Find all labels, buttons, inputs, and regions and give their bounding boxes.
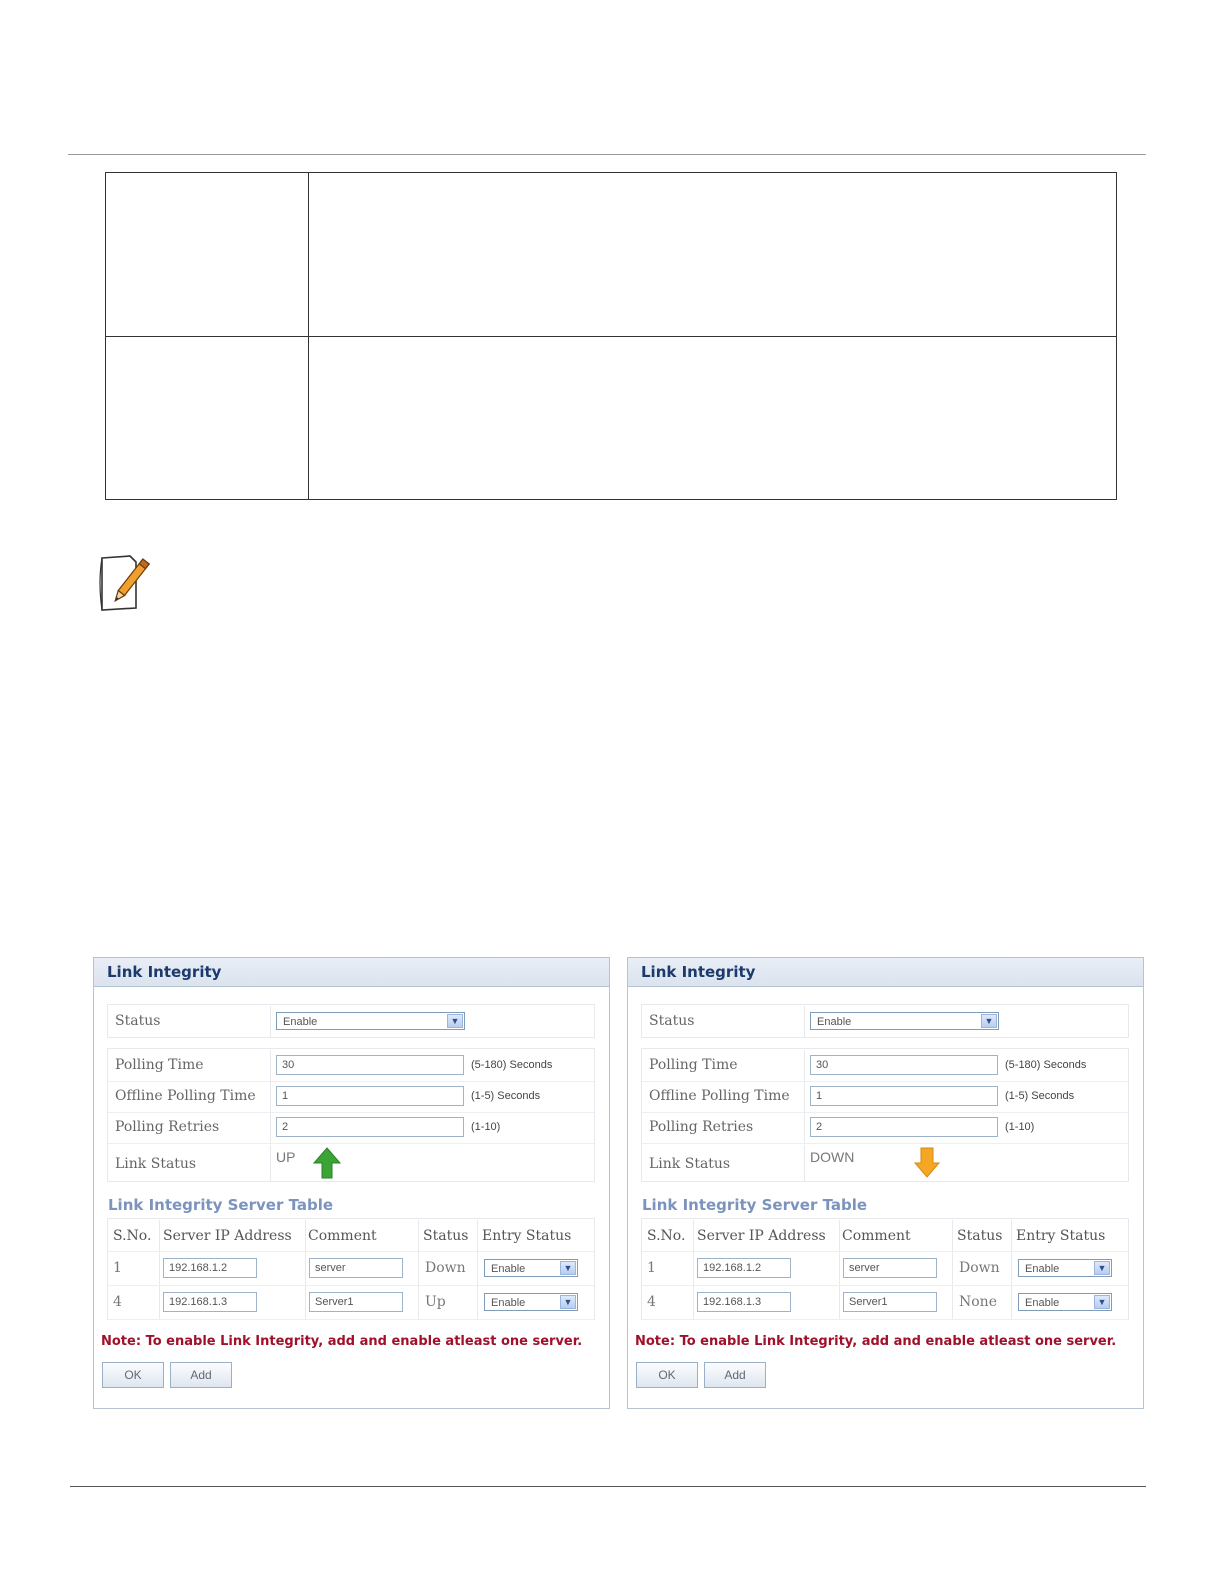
server-ip-input[interactable]: 192.168.1.2 bbox=[163, 1258, 257, 1278]
column-separator bbox=[305, 1220, 306, 1251]
polling-time-row bbox=[642, 1050, 1128, 1082]
table-row bbox=[108, 1252, 594, 1286]
column-header: Status bbox=[957, 1228, 1003, 1244]
column-separator bbox=[839, 1252, 840, 1285]
comment-input[interactable]: server bbox=[843, 1258, 937, 1278]
entry-status-select[interactable] bbox=[484, 1293, 578, 1311]
link-status-value: DOWN bbox=[810, 1149, 855, 1165]
column-separator bbox=[1011, 1252, 1012, 1285]
chevron-down-icon[interactable]: ▼ bbox=[447, 1014, 463, 1028]
column-separator bbox=[159, 1220, 160, 1251]
entry-status-value: Enable bbox=[491, 1297, 526, 1309]
table-row bbox=[108, 1286, 594, 1320]
offline-polling-input[interactable]: 1 bbox=[276, 1086, 464, 1106]
offline-polling-label: Offline Polling Time bbox=[115, 1088, 256, 1104]
polling-retries-row bbox=[642, 1112, 1128, 1144]
row-separator bbox=[804, 1112, 805, 1143]
status-row bbox=[642, 1006, 1128, 1037]
status-group bbox=[641, 1004, 1129, 1038]
column-separator bbox=[952, 1286, 953, 1319]
polling-time-range: (5-180) Seconds bbox=[471, 1059, 553, 1071]
column-header: Comment bbox=[842, 1228, 911, 1244]
status-row bbox=[108, 1006, 594, 1037]
status-select[interactable] bbox=[276, 1012, 465, 1030]
polling-retries-range: (1-10) bbox=[471, 1121, 501, 1133]
column-separator bbox=[477, 1252, 478, 1285]
server-status: None bbox=[959, 1294, 997, 1310]
polling-retries-range: (1-10) bbox=[1005, 1121, 1035, 1133]
server-status: Down bbox=[959, 1260, 1000, 1276]
add-button[interactable]: Add bbox=[170, 1362, 232, 1388]
column-separator bbox=[693, 1252, 694, 1285]
ok-button[interactable]: OK bbox=[636, 1362, 698, 1388]
server-ip-input[interactable]: 192.168.1.3 bbox=[163, 1292, 257, 1312]
entry-status-select[interactable] bbox=[1018, 1259, 1112, 1277]
note-text: Note: To enable Link Integrity, add and enable atleast one server. bbox=[101, 1334, 583, 1349]
offline-polling-input[interactable]: 1 bbox=[810, 1086, 998, 1106]
column-separator bbox=[418, 1252, 419, 1285]
polling-time-row bbox=[108, 1050, 594, 1082]
server-table-title: Link Integrity Server Table bbox=[108, 1196, 334, 1214]
row-separator bbox=[270, 1145, 271, 1181]
column-separator bbox=[839, 1220, 840, 1251]
column-separator bbox=[159, 1286, 160, 1319]
server-table bbox=[641, 1218, 1129, 1320]
column-separator bbox=[1011, 1220, 1012, 1251]
column-separator bbox=[477, 1220, 478, 1251]
column-separator bbox=[952, 1252, 953, 1285]
link-status-row bbox=[642, 1145, 1128, 1181]
column-header: Entry Status bbox=[482, 1228, 572, 1244]
link-status-value: UP bbox=[276, 1149, 296, 1165]
parameter-table bbox=[105, 172, 1117, 500]
chevron-down-icon[interactable]: ▼ bbox=[981, 1014, 997, 1028]
offline-polling-row bbox=[642, 1081, 1128, 1113]
row-sno: 1 bbox=[647, 1260, 656, 1276]
column-separator bbox=[952, 1220, 953, 1251]
row-separator bbox=[270, 1050, 271, 1081]
server-ip-input[interactable]: 192.168.1.2 bbox=[697, 1258, 791, 1278]
note-text: Note: To enable Link Integrity, add and enable atleast one server. bbox=[635, 1334, 1117, 1349]
row-separator bbox=[804, 1006, 805, 1037]
server-table-header bbox=[108, 1220, 594, 1252]
polling-time-label: Polling Time bbox=[115, 1057, 204, 1073]
footer-rule bbox=[70, 1486, 1146, 1487]
chevron-down-icon[interactable]: ▼ bbox=[1094, 1295, 1110, 1309]
column-header: Entry Status bbox=[1016, 1228, 1106, 1244]
table-row bbox=[642, 1252, 1128, 1286]
row-separator bbox=[270, 1006, 271, 1037]
header-rule bbox=[68, 154, 1146, 155]
chevron-down-icon[interactable]: ▼ bbox=[1094, 1261, 1110, 1275]
entry-status-select[interactable] bbox=[484, 1259, 578, 1277]
chevron-down-icon[interactable]: ▼ bbox=[560, 1261, 576, 1275]
polling-retries-label: Polling Retries bbox=[115, 1119, 220, 1135]
column-header: Server IP Address bbox=[163, 1228, 292, 1244]
entry-status-value: Enable bbox=[1025, 1297, 1060, 1309]
row-sno: 4 bbox=[647, 1294, 656, 1310]
offline-polling-row bbox=[108, 1081, 594, 1113]
add-button[interactable]: Add bbox=[704, 1362, 766, 1388]
status-label: Status bbox=[115, 1013, 161, 1029]
status-select[interactable] bbox=[810, 1012, 999, 1030]
column-header: Server IP Address bbox=[697, 1228, 826, 1244]
arrow-down-icon bbox=[913, 1147, 941, 1179]
link-integrity-panel-down bbox=[627, 957, 1144, 1409]
offline-polling-range: (1-5) Seconds bbox=[1005, 1090, 1075, 1102]
column-separator bbox=[477, 1286, 478, 1319]
arrow-up-icon bbox=[313, 1147, 341, 1179]
column-separator bbox=[693, 1286, 694, 1319]
entry-status-select[interactable] bbox=[1018, 1293, 1112, 1311]
column-separator bbox=[159, 1252, 160, 1285]
status-label: Status bbox=[649, 1013, 695, 1029]
row-separator bbox=[270, 1081, 271, 1112]
server-status: Up bbox=[425, 1294, 446, 1310]
server-ip-input[interactable]: 192.168.1.3 bbox=[697, 1292, 791, 1312]
status-select-value: Enable bbox=[283, 1016, 318, 1028]
column-header: S.No. bbox=[113, 1228, 152, 1244]
server-table bbox=[107, 1218, 595, 1320]
server-table-header bbox=[642, 1220, 1128, 1252]
link-status-label: Link Status bbox=[115, 1156, 197, 1172]
polling-time-input[interactable]: 30 bbox=[276, 1055, 464, 1075]
column-separator bbox=[693, 1220, 694, 1251]
link-status-label: Link Status bbox=[649, 1156, 731, 1172]
column-separator bbox=[1011, 1286, 1012, 1319]
panel-title: Link Integrity bbox=[628, 958, 1143, 987]
column-header: S.No. bbox=[647, 1228, 686, 1244]
status-select-value: Enable bbox=[817, 1016, 852, 1028]
table-row bbox=[642, 1286, 1128, 1320]
comment-input[interactable]: Server1 bbox=[843, 1292, 937, 1312]
comment-input[interactable]: Server1 bbox=[309, 1292, 403, 1312]
column-header: Comment bbox=[308, 1228, 377, 1244]
polling-group bbox=[107, 1048, 595, 1182]
chevron-down-icon[interactable]: ▼ bbox=[560, 1295, 576, 1309]
panel-title: Link Integrity bbox=[94, 958, 609, 987]
polling-group bbox=[641, 1048, 1129, 1182]
server-table-title: Link Integrity Server Table bbox=[642, 1196, 868, 1214]
row-separator bbox=[270, 1112, 271, 1143]
server-status: Down bbox=[425, 1260, 466, 1276]
entry-status-value: Enable bbox=[491, 1263, 526, 1275]
row-separator bbox=[804, 1081, 805, 1112]
offline-polling-label: Offline Polling Time bbox=[649, 1088, 790, 1104]
note-pencil-icon bbox=[96, 552, 152, 614]
row-sno: 4 bbox=[113, 1294, 122, 1310]
table-row-divider bbox=[106, 336, 1116, 337]
column-header: Status bbox=[423, 1228, 469, 1244]
polling-retries-label: Polling Retries bbox=[649, 1119, 754, 1135]
polling-retries-input[interactable]: 2 bbox=[276, 1117, 464, 1137]
column-separator bbox=[305, 1252, 306, 1285]
ok-button[interactable]: OK bbox=[102, 1362, 164, 1388]
link-integrity-panel-up bbox=[93, 957, 610, 1409]
column-separator bbox=[418, 1286, 419, 1319]
column-separator bbox=[305, 1286, 306, 1319]
polling-retries-input[interactable]: 2 bbox=[810, 1117, 998, 1137]
polling-time-range: (5-180) Seconds bbox=[1005, 1059, 1087, 1071]
offline-polling-range: (1-5) Seconds bbox=[471, 1090, 541, 1102]
row-separator bbox=[804, 1050, 805, 1081]
link-status-row bbox=[108, 1145, 594, 1181]
polling-time-input[interactable]: 30 bbox=[810, 1055, 998, 1075]
comment-input[interactable]: server bbox=[309, 1258, 403, 1278]
row-separator bbox=[804, 1145, 805, 1181]
row-sno: 1 bbox=[113, 1260, 122, 1276]
column-separator bbox=[839, 1286, 840, 1319]
polling-time-label: Polling Time bbox=[649, 1057, 738, 1073]
polling-retries-row bbox=[108, 1112, 594, 1144]
status-group bbox=[107, 1004, 595, 1038]
column-separator bbox=[418, 1220, 419, 1251]
entry-status-value: Enable bbox=[1025, 1263, 1060, 1275]
